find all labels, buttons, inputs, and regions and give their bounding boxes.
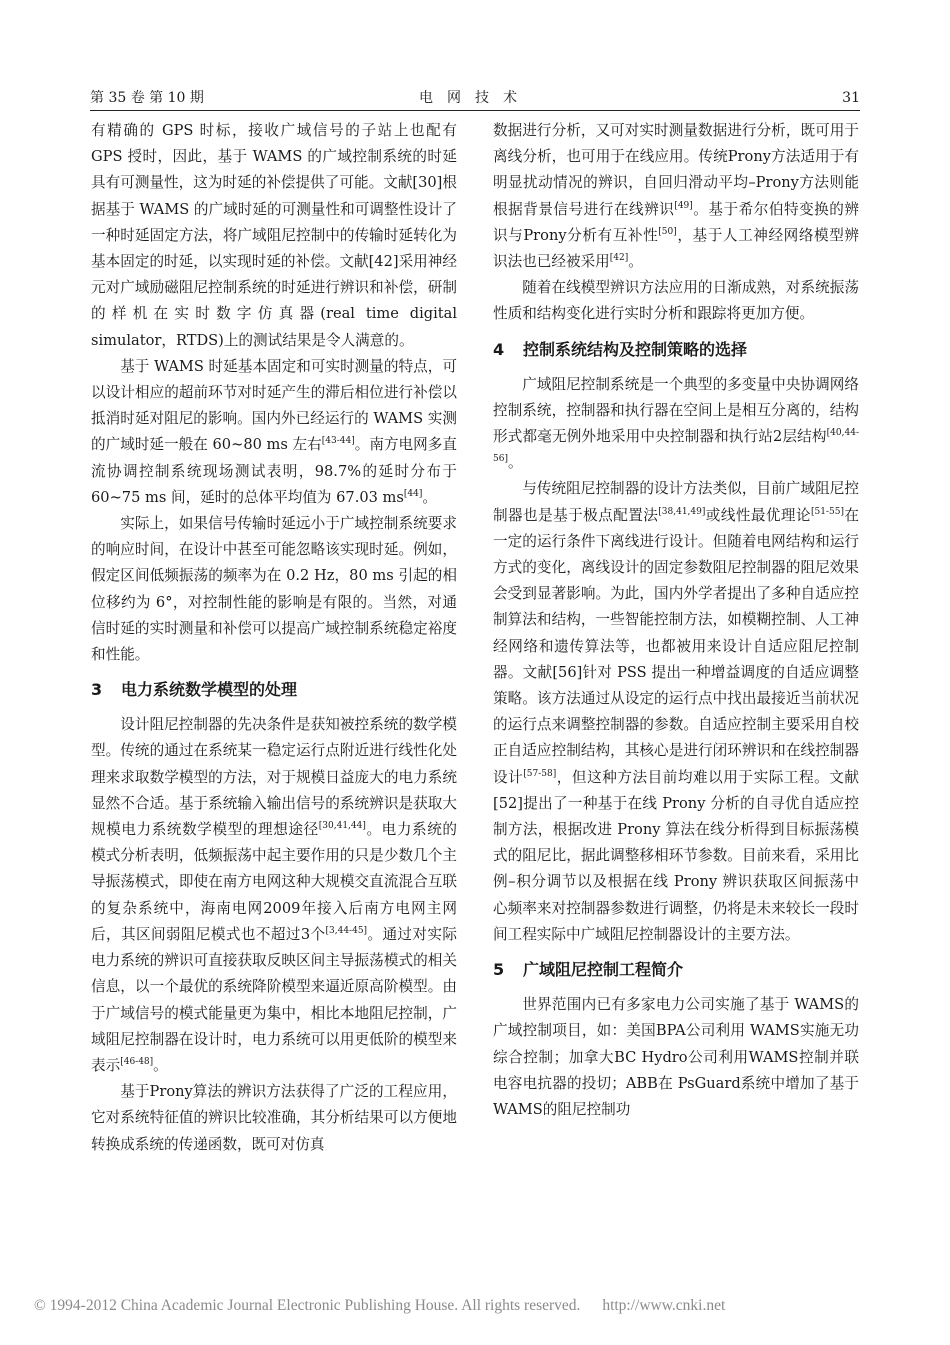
issue-info: 第 35 卷 第 10 期 xyxy=(90,90,204,106)
paragraph: 广域阻尼控制系统是一个典型的多变量中央协调网络控制系统，控制器和执行器在空间上是相互分离的，结构形式都毫无例外地采用中央控制器和执行站2层结构[40,44-56]。 xyxy=(493,375,859,472)
running-header xyxy=(90,88,860,111)
citation: [40,44-56] xyxy=(493,428,859,465)
citation: [38,41,49] xyxy=(658,506,706,517)
citation: [49] xyxy=(674,200,693,211)
citation: [3,44-45] xyxy=(325,926,368,937)
section-heading-4: 4 控制系统结构及控制策略的选择 xyxy=(493,339,748,359)
section-heading-5: 5 广域阻尼控制工程简介 xyxy=(493,960,684,980)
citation: [43-44] xyxy=(321,436,355,447)
left-column xyxy=(91,118,457,1158)
citation: [42] xyxy=(609,253,629,264)
paragraph: 随着在线模型辨识方法应用的日渐成熟，对系统振荡性质和结构变化进行实时分析和跟踪将更加方便。 xyxy=(493,279,859,323)
paragraph: 与传统阻尼控制器的设计方法类似，目前广域阻尼控制器也是基于极点配置法[38,41,49]或线性最优理论[51-55]在一定的运行条件下离线进行设计。但随着电网结构和运行方式的变化，离线设计的固定参数阻尼控制器的阻尼效果会受到显著影响。为此，国内外学者提出了多种自适应控制算法和结构，一些智能控制方法，如模糊控制、人工神经网络和遗传算法等，也都被用来设计自适应阻尼控制器。文献[56]针对 PSS 提出一种增益调度的自适应调整策略。该方法通过从设定的运行点中找出最接近当前状况的运行点来调整控制器的参数。自适应控制主要采用自校正自适应控制结构，其核心是进行闭环辨识和在线控制器设计[57-58]，但这种方法目前均难以用于实际工程。文献[52]提出了一种基于在线 Prony 分析的自寻优自适应控制方法，根据改进 Prony 算法在线分析得到目标振荡模式的阻尼比，据此调整移相环节参数。目前来看，采用比例–积分调节以及根据在线 Prony 辨识获取区间振荡中心频率来对控制器参数进行调整，仍将是未来较长一段时间工程实际中广域阻尼控制器设计的主要方法。 xyxy=(493,480,859,943)
right-column xyxy=(493,118,859,1123)
paragraph: 世界范围内已有多家电力公司实施了基于 WAMS的广域控制项目，如：美国BPA公司利用 WAMS实施无功综合控制；加拿大BC Hydro公司利用WAMS控制并联电容电抗器的投切；ABB在 PsGuard系统中增加了基于WAMS的阻尼控制功 xyxy=(493,996,859,1118)
page-number: 31 xyxy=(842,90,860,106)
citation: [57-58] xyxy=(523,768,557,779)
citation: [51-55] xyxy=(810,506,844,517)
journal-name: 电网技术 xyxy=(419,90,531,106)
copyright-text: © 1994-2012 China Academic Journal Electronic Publishing House. All rights reserved. xyxy=(34,1297,581,1314)
copyright-footer xyxy=(34,1297,725,1315)
citation: [30,41,44] xyxy=(318,821,366,832)
citation: [46-48] xyxy=(120,1057,154,1068)
citation: [50] xyxy=(658,226,677,237)
citation: [44] xyxy=(403,488,423,499)
paragraph: 基于Prony算法的辨识方法获得了广泛的工程应用，它对系统特征值的辨识比较准确，其分析结果可以方便地转换成系统的传递函数，既可对仿真 xyxy=(91,1083,457,1153)
paragraph: 有精确的 GPS 时标，接收广域信号的子站上也配有 GPS 授时，因此，基于 WAMS 的广域控制系统的时延具有可测量性，这为时延的补偿提供了可能。文献[30]根据基于 WAMS 的广域时延的可测量性和可调整性设计了一种时延固定方法，将广域阻尼控制中的传输时延转化为基本固定的时延，以实现时延的补偿。文献[42]采用神经元对广域励磁阻尼控制系统的时延进行辨识和补偿，研制的样机在实时数字仿真器(real time digital simulator，RTDS)上的测试结果是令人满意的。 xyxy=(91,122,457,349)
paragraph: 设计阻尼控制器的先决条件是获知被控系统的数学模型。传统的通过在系统某一稳定运行点附近进行线性化处理来求取数学模型的方法，对于规模日益庞大的电力系统显然不合适。基于系统输入输出信号的系统辨识是获取大规模电力系统数学模型的理想途径[30,41,44]。电力系统的模式分析表明，低频振荡中起主要作用的只是少数几个主导振荡模式，即使在南方电网这种大规模交直流混合互联的复杂系统中，海南电网2009年接入后南方电网主网后，其区间弱阻尼模式也不超过3个[3,44-45]。通过对实际电力系统的辨识可直接获取反映区间主导振荡模式的相关信息，以一个最优的系统降阶模型来逼近原高阶模型。由于广域信号的模式能量更为集中，相比本地阻尼控制，广域阻尼控制器在设计时，电力系统可以用更低阶的模型来表示[46-48]。 xyxy=(91,716,457,1074)
paragraph: 基于 WAMS 时延基本固定和可实时测量的特点，可以设计相应的超前环节对时延产生的滞后相位进行补偿以抵消时延对阻尼的影响。国内外已经运行的 WAMS 实测的广域时延一般在 60~80 ms 左右[43-44]。南方电网多直流协调控制系统现场测试表明，98.7%的延时分布于 60~75 ms 间，延时的总体平均值为 67.03 ms[44]。 xyxy=(91,357,457,506)
paragraph: 数据进行分析，又可对实时测量数据进行分析，既可用于离线分析，也可用于在线应用。传统Prony方法适用于有明显扰动情况的辨识，自回归滑动平均–Prony方法则能根据背景信号进行在线辨识[49]。基于希尔伯特变换的辨识与Prony分析有互补性[50]，基于人工神经网络模型辨识法也已经被采用[42]。 xyxy=(493,122,859,271)
paragraph: 实际上，如果信号传输时延远小于广域控制系统要求的响应时间，在设计中甚至可能忽略该实现时延。例如，假定区间低频振荡的频率为在 0.2 Hz，80 ms 引起的相位移约为 6°，对控制性能的影响是有限的。当然，对通信时延的实时测量和补偿可以提高广域控制系统稳定裕度和性能。 xyxy=(91,515,457,664)
section-heading-3: 3 电力系统数学模型的处理 xyxy=(91,680,298,700)
cnki-link[interactable]: http://www.cnki.net xyxy=(602,1297,726,1314)
